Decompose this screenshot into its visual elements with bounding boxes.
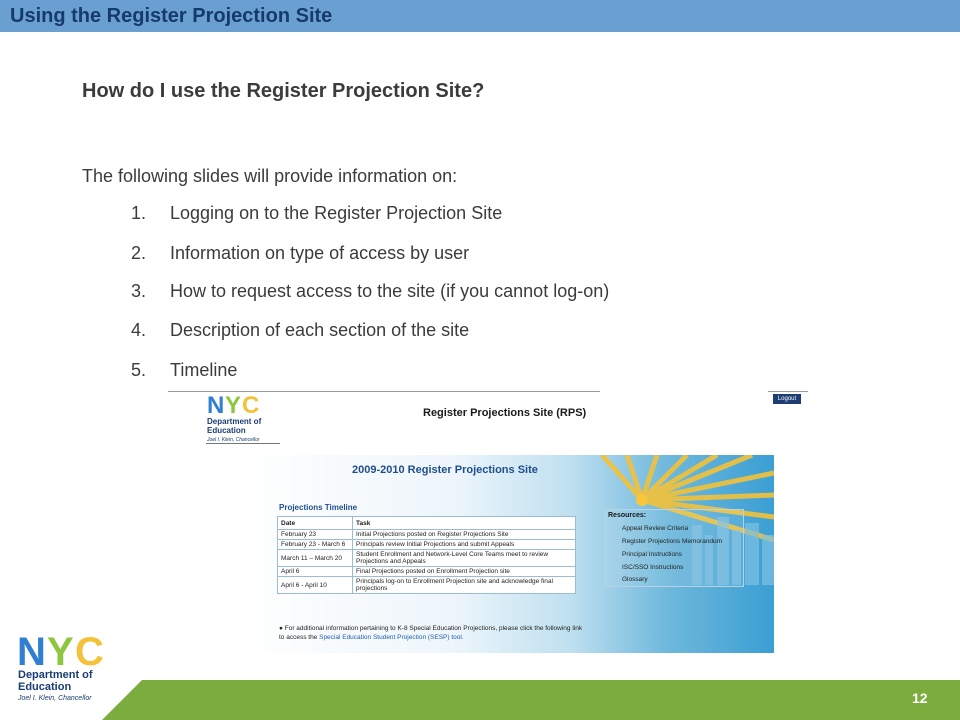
resource-link[interactable]: Register Projections Memorandum [622, 538, 723, 545]
list-text: Logging on to the Register Projection Site [170, 203, 503, 223]
table-cell-task: Student Enrollment and Network-Level Core Teams meet to review Projections and Appeals [353, 550, 576, 567]
screenshot-divider [768, 391, 808, 392]
nyc-doe-logo [17, 631, 117, 703]
bullet-icon: ● [279, 625, 285, 632]
table-header: Task [353, 517, 576, 530]
list-number: 1. [131, 203, 147, 223]
table-cell-task: Final Projections posted on Enrollment Projection site [353, 567, 576, 577]
table-row [278, 540, 576, 550]
list-text: Description of each section of the site [170, 320, 470, 340]
logo-underline [206, 443, 280, 444]
logo-line2: Education [207, 426, 246, 435]
list-item [131, 281, 609, 302]
sun-icon [636, 494, 648, 506]
sesp-note [279, 624, 589, 642]
list-item [131, 320, 469, 341]
resource-link[interactable]: Glossary [622, 576, 648, 583]
timeline-title: Projections Timeline [279, 503, 358, 512]
list-item [131, 360, 237, 381]
logo-y: Y [47, 631, 74, 674]
logo-line1: Department of [207, 417, 262, 426]
nyc-doe-logo-small [206, 393, 280, 445]
logo-line3: Joel I. Klein, Chancellor [18, 695, 92, 702]
list-item [131, 243, 469, 264]
table-cell-date: April 6 - April 10 [278, 577, 353, 594]
list-text: Timeline [170, 360, 238, 380]
list-number: 2. [131, 243, 147, 263]
table-cell-date: April 6 [278, 567, 353, 577]
slide-title: Using the Register Projection Site [10, 5, 333, 27]
logo-line3: Joel I. Klein, Chancellor [207, 437, 260, 443]
logout-button[interactable]: Logout [773, 394, 801, 404]
table-row [278, 567, 576, 577]
list-number: 5. [131, 360, 147, 380]
list-number: 4. [131, 320, 147, 340]
logo-y: Y [225, 393, 242, 419]
resource-link[interactable]: ISC/SSO Instructions [622, 564, 684, 571]
panel-title: 2009-2010 Register Projections Site [352, 464, 538, 476]
list-text: Information on type of access by user [170, 243, 470, 263]
logo-c: C [242, 393, 260, 419]
list-item [131, 203, 502, 224]
table-row [278, 577, 576, 594]
page-number: 12 [912, 690, 928, 706]
logo-line1: Department of [18, 669, 93, 681]
table-cell-task: Principals log-on to Enrollment Projection site and acknowledge final projections [353, 577, 576, 594]
table-row [278, 550, 576, 567]
timeline-table [277, 516, 576, 594]
logo-line2: Education [18, 681, 72, 693]
screenshot-divider [168, 391, 600, 392]
table-cell-date: March 11 – March 20 [278, 550, 353, 567]
table-cell-date: February 23 [278, 530, 353, 540]
resource-link[interactable]: Appeal Review Criteria [622, 525, 689, 532]
intro-text: The following slides will provide information on: [82, 166, 458, 186]
resources-title: Resources: [608, 512, 647, 519]
table-row [278, 530, 576, 540]
sesp-link[interactable]: Special Education Student Projection (SESP) tool. [319, 634, 464, 641]
logo-n: N [17, 631, 46, 674]
table-cell-date: February 23 - March 6 [278, 540, 353, 550]
list-number: 3. [131, 281, 147, 301]
list-text: How to request access to the site (if you cannot log-on) [170, 281, 610, 301]
resource-link[interactable]: Principal Instructions [622, 551, 682, 558]
table-header-row [278, 517, 576, 530]
site-title: Register Projections Site (RPS) [423, 407, 587, 419]
table-cell-task: Initial Projections posted on Register Projections Site [353, 530, 576, 540]
slide-heading: How do I use the Register Projection Site? [82, 80, 485, 102]
table-header: Date [278, 517, 353, 530]
table-cell-task: Principals review Initial Projections and submit Appeals [353, 540, 576, 550]
logo-n: N [207, 393, 225, 419]
note-text: For additional information pertaining to K-8 Special Education Projections, please click the following link to access the [279, 625, 583, 641]
footer-bar [0, 680, 960, 720]
logo-c: C [75, 631, 104, 674]
